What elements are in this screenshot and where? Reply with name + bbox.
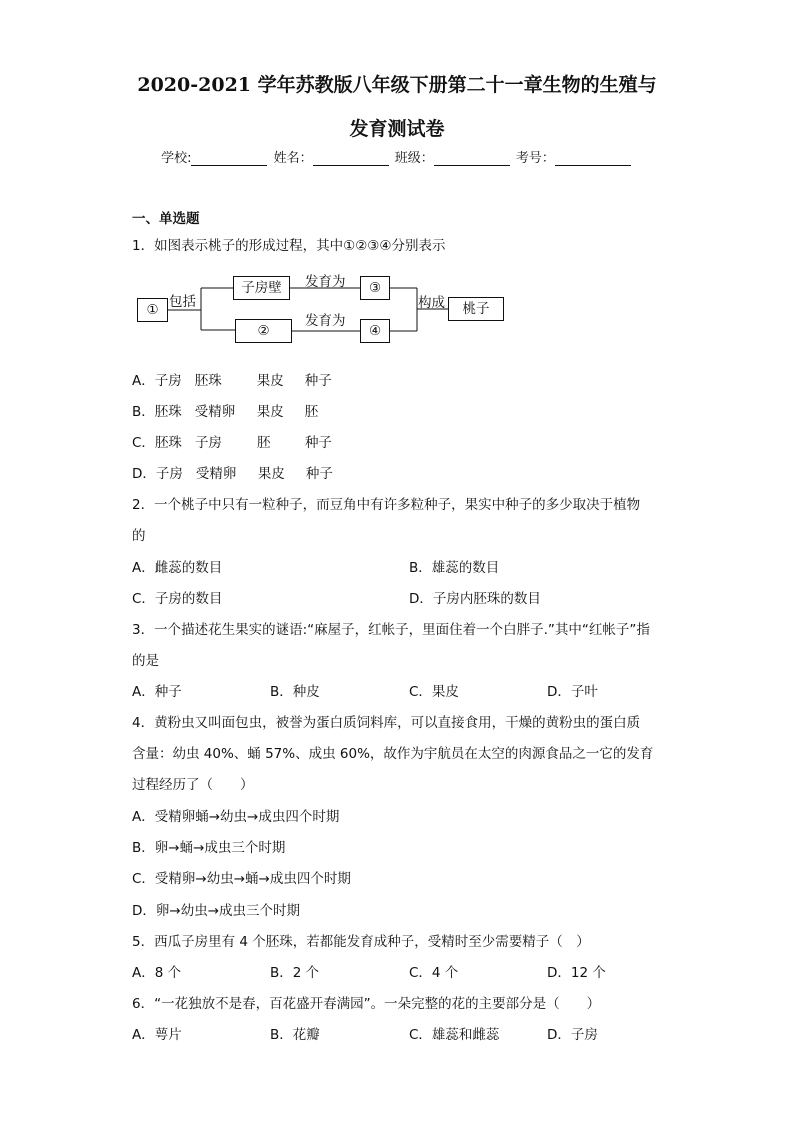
- class-blank[interactable]: [434, 151, 510, 166]
- school-blank[interactable]: [191, 151, 267, 166]
- option-1c[interactable]: C．胚珠 子房 胚 种子: [132, 435, 332, 451]
- question-3-stem-line2: 的是: [132, 653, 159, 669]
- option-4a[interactable]: A．受精卵蛹→幼虫→成虫四个时期: [132, 809, 340, 825]
- option-2c[interactable]: C．子房的数目: [132, 591, 223, 607]
- question-1-stem: 1．如图表示桃子的形成过程，其中①②③④分别表示: [132, 238, 446, 254]
- option-5d[interactable]: D．12 个: [547, 965, 606, 981]
- option-2a[interactable]: A．雌蕊的数目: [132, 560, 223, 576]
- student-info: [0, 147, 794, 166]
- school-label: 学校:: [161, 151, 192, 166]
- option-4b[interactable]: B．卵→蛹→成虫三个时期: [132, 840, 286, 856]
- section-title: 一、单选题: [132, 211, 200, 227]
- blank-1-box: ①: [137, 298, 168, 322]
- option-1a[interactable]: A．子房 胚珠 果皮 种子: [132, 373, 332, 389]
- compose-label: 构成: [418, 295, 445, 311]
- option-6c[interactable]: C．雄蕊和雌蕊: [409, 1027, 500, 1043]
- blank-4-box: ④: [360, 319, 390, 343]
- option-1d[interactable]: D．子房 受精卵 果皮 种子: [132, 466, 333, 482]
- question-2-stem-line2: 的: [132, 528, 146, 544]
- page-title-line1: 2020-2021 学年苏教版八年级下册第二十一章生物的生殖与: [137, 74, 657, 96]
- option-6b[interactable]: B．花瓣: [270, 1027, 320, 1043]
- option-2d[interactable]: D．子房内胚珠的数目: [409, 591, 541, 607]
- peach-box: 桃子: [448, 297, 504, 321]
- question-5-stem: 5．西瓜子房里有 4 个胚珠，若都能发育成种子，受精时至少需要精子（ ）: [132, 934, 590, 950]
- option-5c[interactable]: C．4 个: [409, 965, 459, 981]
- option-1b[interactable]: B．胚珠 受精卵 果皮 胚: [132, 404, 319, 420]
- name-blank[interactable]: [313, 151, 389, 166]
- option-5a[interactable]: A．8 个: [132, 965, 182, 981]
- option-3b[interactable]: B．种皮: [270, 684, 320, 700]
- question-2-stem-line1: 2．一个桃子中只有一粒种子，而豆角中有许多粒种子，果实中种子的多少取决于植物: [132, 497, 641, 513]
- class-label: 班级：: [394, 151, 434, 166]
- option-3c[interactable]: C．果皮: [409, 684, 459, 700]
- option-4c[interactable]: C．受精卵→幼虫→蛹→成虫四个时期: [132, 871, 351, 887]
- option-5b[interactable]: B．2 个: [270, 965, 320, 981]
- option-6a[interactable]: A．萼片: [132, 1027, 182, 1043]
- name-label: 姓名：: [273, 151, 313, 166]
- develop-label-bottom: 发育为: [305, 313, 346, 329]
- number-label: 考号：: [515, 151, 555, 166]
- question-6-stem: 6．“一花独放不是春，百花盛开春满园”。一朵完整的花的主要部分是（ ）: [132, 996, 601, 1012]
- number-blank[interactable]: [555, 151, 631, 166]
- question-4-stem-line2: 含量：幼虫 40%、蛹 57%、成虫 60%，故作为宇航员在太空的肉源食品之一它的发育: [132, 746, 654, 762]
- option-4d[interactable]: D．卵→幼虫→成虫三个时期: [132, 903, 301, 919]
- option-3d[interactable]: D．子叶: [547, 684, 598, 700]
- blank-3-box: ③: [360, 276, 390, 300]
- question-3-stem-line1: 3．一个描述花生果实的谜语:“麻屋子，红帐子，里面住着一个白胖子.”其中“红帐子”指: [132, 622, 650, 638]
- option-6d[interactable]: D．子房: [547, 1027, 598, 1043]
- question-4-stem-line1: 4．黄粉虫又叫面包虫，被誉为蛋白质饲料库，可以直接食用，干燥的黄粉虫的蛋白质: [132, 715, 641, 731]
- include-label: 包括: [169, 294, 196, 310]
- peach-formation-diagram: [135, 268, 515, 350]
- blank-2-box: ②: [235, 319, 292, 343]
- option-2b[interactable]: B．雄蕊的数目: [409, 560, 500, 576]
- question-4-stem-line3: 过程经历了（ ）: [132, 777, 254, 793]
- develop-label-top: 发育为: [305, 274, 346, 290]
- page-title-line2: 发育测试卷: [349, 118, 445, 140]
- option-3a[interactable]: A．种子: [132, 684, 182, 700]
- ovary-wall-box: 子房壁: [233, 276, 290, 300]
